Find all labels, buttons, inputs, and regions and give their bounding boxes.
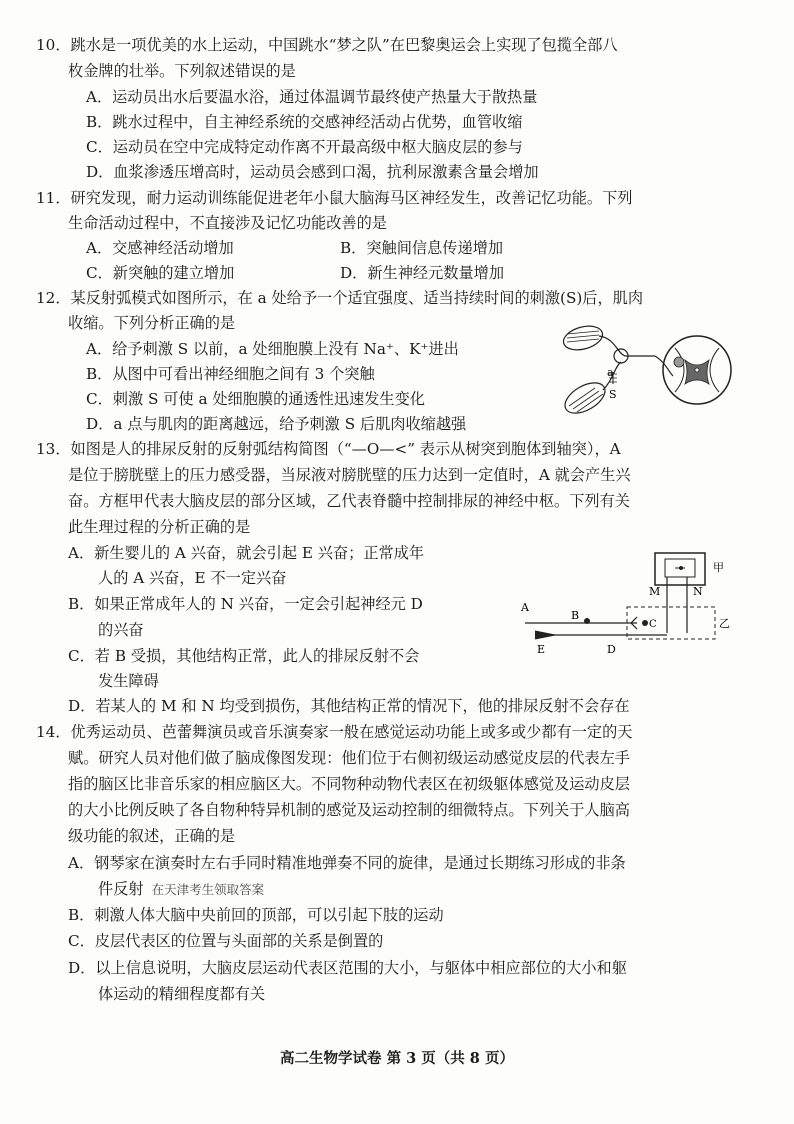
fig-label-jia: 甲 bbox=[713, 561, 724, 574]
spinal-cord bbox=[663, 336, 731, 404]
q13-option-a-line1: A．新生婴儿的 A 兴奋，就会引起 E 兴奋；正常成年 bbox=[68, 544, 425, 562]
fig-label-a: A bbox=[521, 601, 529, 614]
q14-stem-line2: 赋。研究人员对他们做了脑成像图发现：他们位于右侧初级运动感觉皮层的代表左手 bbox=[68, 749, 630, 767]
q13-stem-line1: 13．如图是人的排尿反射的反射弧结构简图（“—O—<” 表示从树突到胞体到轴突），A bbox=[36, 440, 621, 458]
q13-option-d: D．若某人的 M 和 N 均受到损伤，其他结构正常的情况下，他的排尿反射不会存在 bbox=[68, 697, 630, 715]
q11-option-b: B．突触间信息传递增加 bbox=[340, 239, 504, 257]
q14-option-c: C．皮层代表区的位置与头面部的关系是倒置的 bbox=[68, 932, 384, 950]
q12-option-d: D．a 点与肌肉的距离越远，给予刺激 S 后肌肉收缩越强 bbox=[86, 415, 467, 433]
q11-stem-line2: 生命活动过程中，不直接涉及记忆功能改善的是 bbox=[68, 214, 387, 232]
page-footer: 高二生物学试卷 第 3 页（共 8 页） bbox=[280, 1050, 514, 1067]
muscle-upper bbox=[561, 322, 605, 354]
q14-stem-line4: 的大小比例反映了各自物种特异机制的感觉及运动控制的细微特点。下列关于人脑高 bbox=[68, 801, 630, 819]
q14-option-a-line1: A．钢琴家在演奏时左右手同时精准地弹奏不同的旋律，是通过长期练习形成的非条 bbox=[68, 854, 626, 872]
fig-label-b: B bbox=[571, 609, 580, 622]
q14-option-a-text: 件反射 bbox=[98, 880, 144, 898]
q13-option-b-line2: 的兴奋 bbox=[98, 621, 144, 639]
q13-option-c-line1: C．若 B 受损，其他结构正常，此人的排尿反射不会 bbox=[68, 647, 420, 665]
q14-stem-line3: 指的脑区比非音乐家的相应脑区大。不同物种动物代表区在初级躯体感觉及运动皮层 bbox=[68, 775, 630, 793]
muscle-lower bbox=[560, 377, 610, 420]
fig-label-c: C bbox=[649, 619, 657, 630]
q11-option-c: C．新突触的建立增加 bbox=[86, 264, 235, 282]
q14-option-d-line1: D．以上信息说明，大脑皮层运动代表区范围的大小，与躯体中相应部位的大小和躯 bbox=[68, 959, 627, 977]
q14-stem-line5: 级功能的叙述，正确的是 bbox=[68, 827, 236, 845]
q12-option-a: A．给予刺激 S 以前，a 处细胞膜上没有 Na⁺、K⁺进出 bbox=[86, 340, 459, 358]
q10-option-c: C．运动员在空中完成特定动作离不开最高级中枢大脑皮层的参与 bbox=[86, 138, 523, 156]
reflex-arc-figure bbox=[555, 318, 745, 428]
q14-stem-line1: 14．优秀运动员、芭蕾舞演员或音乐演奏家一般在感觉运动功能上或多或少都有一定的天 bbox=[36, 723, 633, 741]
q14-option-b: B．刺激人体大脑中央前回的顶部，可以引起下肢的运动 bbox=[68, 906, 444, 924]
q14-option-d-line2: 体运动的精细程度都有关 bbox=[98, 985, 266, 1003]
q12-stem-line2: 收缩。下列分析正确的是 bbox=[68, 314, 236, 332]
fig-label-yi: 乙 bbox=[719, 617, 730, 630]
q13-option-a-line2: 人的 A 兴奋，E 不一定兴奋 bbox=[98, 569, 287, 587]
urination-reflex-figure bbox=[515, 545, 740, 660]
watermark-note: 在天津考生领取答案 bbox=[151, 882, 265, 897]
fig-label-n: N bbox=[693, 585, 703, 598]
q10-option-b: B．跳水过程中，自主神经系统的交感神经活动占优势，血管收缩 bbox=[86, 113, 523, 131]
q10-option-d: D．血浆渗透压增高时，运动员会感到口渴，抗利尿激素含量会增加 bbox=[86, 163, 539, 181]
stimulus-label-s: S bbox=[609, 388, 617, 401]
q11-stem-line1: 11．研究发现，耐力运动训练能促进老年小鼠大脑海马区神经发生，改善记忆功能。下列 bbox=[36, 189, 633, 207]
q13-stem-line2: 是位于膀胱壁上的压力感受器，当尿液对膀胱壁的压力达到一定值时，A 就会产生兴 bbox=[68, 466, 631, 484]
q13-option-c-line2: 发生障碍 bbox=[98, 672, 159, 690]
q10-stem-line1: 10．跳水是一项优美的水上运动，中国跳水“梦之队”在巴黎奥运会上实现了包揽全部八 bbox=[36, 36, 618, 54]
q11-option-a: A．交感神经活动增加 bbox=[86, 239, 234, 257]
q13-option-b-line1: B．如果正常成年人的 N 兴奋，一定会引起神经元 D bbox=[68, 595, 423, 613]
q12-option-c: C．刺激 S 可使 a 处细胞膜的通透性迅速发生变化 bbox=[86, 390, 425, 408]
q10-stem-line2: 枚金牌的壮举。下列叙述错误的是 bbox=[68, 62, 296, 80]
q12-option-b: B．从图中可看出神经细胞之间有 3 个突触 bbox=[86, 365, 375, 383]
q11-option-d: D．新生神经元数量增加 bbox=[340, 264, 505, 282]
fig-label-m: M bbox=[649, 585, 661, 598]
q10-option-a: A．运动员出水后要温水浴，通过体温调节最终使产热量大于散热量 bbox=[86, 88, 538, 106]
q14-option-a-line2 bbox=[98, 877, 264, 903]
q13-stem-line4: 此生理过程的分析正确的是 bbox=[68, 518, 251, 536]
stimulus-point-a: a bbox=[607, 366, 614, 379]
q13-stem-line3: 奋。方框甲代表大脑皮层的部分区域，乙代表脊髓中控制排尿的神经中枢。下列有关 bbox=[68, 492, 630, 510]
fig-label-d: D bbox=[607, 643, 616, 656]
q12-stem-line1: 12．某反射弧模式如图所示，在 a 处给予一个适宜强度、适当持续时间的刺激(S)后，肌肉 bbox=[36, 289, 644, 307]
fig-label-e: E bbox=[537, 643, 546, 656]
